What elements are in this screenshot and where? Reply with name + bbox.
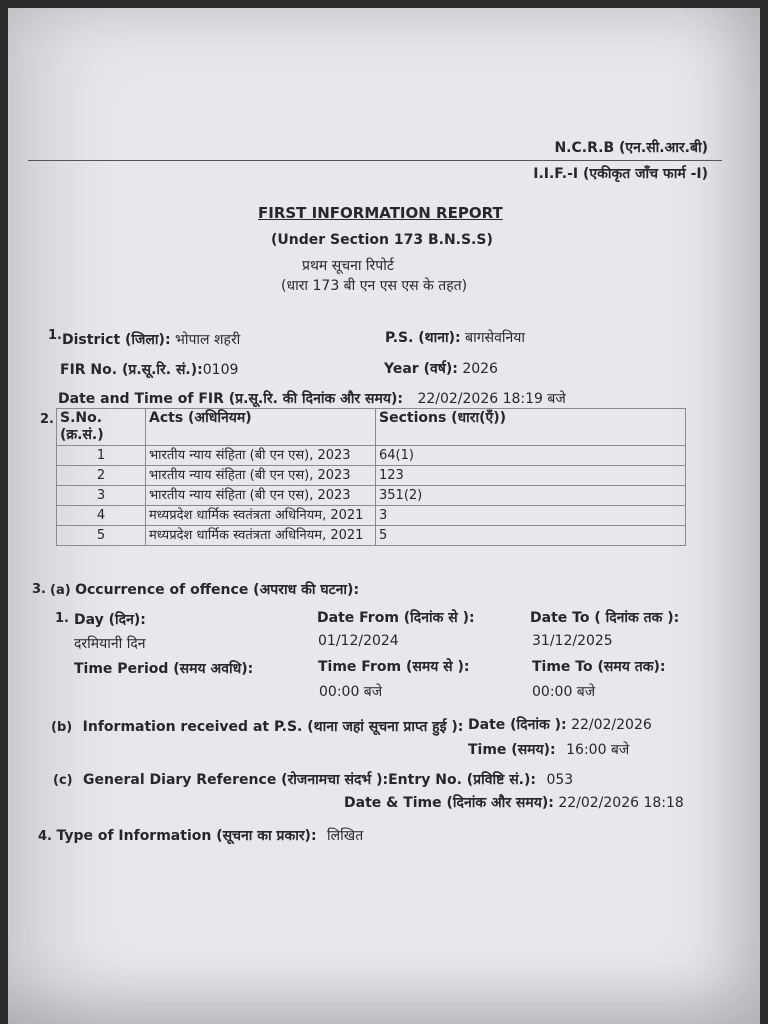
district-value: भोपाल शहरी	[175, 332, 241, 348]
info-received-label: Information received at P.S. (थाना जहां सूचना प्राप्त हुई ):	[82, 719, 464, 735]
general-diary-row	[53, 770, 573, 789]
occurrence-label: Occurrence of offence (अपराध की घटना):	[75, 582, 360, 598]
row-sno: 3	[57, 486, 146, 506]
info-received-date-label: Date (दिनांक ):	[468, 717, 567, 733]
date-from-label: Date From (दिनांक से ):	[317, 610, 475, 626]
fir-value: 0109	[202, 362, 239, 378]
row-section: 351(2)	[376, 486, 686, 506]
title-hindi-under: (धारा 173 बी एन एस एस के तहत)	[281, 278, 468, 294]
general-diary-prefix: (c)	[53, 773, 73, 788]
row-sno: 5	[57, 526, 146, 546]
info-received-time-row	[468, 740, 629, 759]
info-received-prefix: (b)	[51, 720, 73, 735]
info-received-row	[51, 717, 463, 736]
ps-value: बागसेवनिया	[465, 330, 526, 346]
year-row	[384, 359, 498, 378]
row-act: मध्यप्रदेश धार्मिक स्वतंत्रता अधिनियम, 2021	[146, 506, 376, 526]
header-divider	[28, 160, 722, 161]
general-diary-datetime-value: 22/02/2026 18:18	[558, 795, 684, 811]
entry-number-label: Entry No. (प्रविष्टि सं.):	[388, 772, 536, 788]
information-type-row	[38, 826, 363, 845]
time-period-label: Time Period (समय अवधि):	[74, 661, 254, 677]
section-2-number: 2.	[40, 412, 54, 427]
info-received-time-label: Time (समय):	[468, 742, 556, 758]
ps-label: P.S. (थाना):	[385, 330, 461, 346]
section-4-number: 4.	[38, 829, 52, 844]
table-row	[57, 526, 686, 546]
info-received-date-row	[468, 715, 652, 734]
row-sno: 1	[57, 446, 146, 466]
fir-number-row	[60, 360, 238, 379]
row-section: 123	[376, 466, 686, 486]
time-from-value: 00:00 बजे	[319, 684, 383, 700]
ncrb-label: N.C.R.B (एन.सी.आर.बी)	[554, 140, 708, 156]
district-row	[62, 330, 240, 349]
police-station-row	[385, 328, 525, 347]
row-act: भारतीय न्याय संहिता (बी एन एस), 2023	[146, 486, 376, 506]
time-to-value: 00:00 बजे	[532, 684, 596, 700]
time-to-label: Time To (समय तक):	[532, 659, 666, 675]
table-row	[57, 486, 686, 506]
general-diary-label: General Diary Reference (रोजनामचा संदर्भ ):	[83, 772, 389, 788]
entry-number-value: 053	[546, 772, 574, 788]
row-section: 3	[376, 506, 686, 526]
section-1-number: 1.	[48, 328, 62, 343]
title-under-section: (Under Section 173 B.N.S.S)	[271, 232, 493, 248]
time-from-label: Time From (समय से ):	[318, 659, 470, 675]
date-to-label: Date To ( दिनांक तक ):	[530, 610, 680, 626]
fir-document-page	[8, 8, 760, 1024]
acts-sections-table	[56, 408, 686, 546]
row-sno: 4	[57, 506, 146, 526]
occurrence-item-number: 1.	[55, 611, 69, 626]
fir-datetime-value: 22/02/2026 18:19 बजे	[417, 391, 566, 407]
occurrence-prefix: (a)	[50, 583, 71, 598]
iif-label: I.I.F.-I (एकीकृत जाँच फार्म -I)	[533, 166, 708, 182]
table-header-row	[57, 409, 686, 446]
year-label: Year (वर्ष):	[384, 361, 458, 377]
row-section: 5	[376, 526, 686, 546]
acts-header: Acts (अधिनियम)	[146, 409, 376, 446]
information-type-label: Type of Information (सूचना का प्रकार):	[56, 828, 317, 844]
table-row	[57, 506, 686, 526]
info-received-time-value: 16:00 बजे	[566, 742, 630, 758]
document-title: FIRST INFORMATION REPORT	[258, 204, 503, 222]
fir-datetime-label: Date and Time of FIR (प्र.सू.रि. की दिनांक और समय):	[58, 391, 403, 407]
district-label: District (जिला):	[62, 332, 171, 348]
date-from-value: 01/12/2024	[318, 633, 399, 649]
day-value: दरमियानी दिन	[74, 636, 146, 652]
date-to-value: 31/12/2025	[532, 633, 613, 649]
occurrence-heading	[50, 580, 359, 599]
fir-label: FIR No. (प्र.सू.रि. सं.):	[60, 362, 203, 378]
sno-header: S.No. (क्र.सं.)	[57, 409, 146, 446]
year-value: 2026	[462, 361, 498, 377]
table-row	[57, 446, 686, 466]
row-act: भारतीय न्याय संहिता (बी एन एस), 2023	[146, 466, 376, 486]
info-received-date-value: 22/02/2026	[571, 717, 652, 733]
information-type-value: लिखित	[327, 828, 364, 844]
row-section: 64(1)	[376, 446, 686, 466]
table-row	[57, 466, 686, 486]
row-act: भारतीय न्याय संहिता (बी एन एस), 2023	[146, 446, 376, 466]
row-sno: 2	[57, 466, 146, 486]
section-3-number: 3.	[32, 582, 46, 597]
general-diary-datetime-label: Date & Time (दिनांक और समय):	[344, 795, 554, 811]
fir-datetime-row	[58, 389, 566, 408]
general-diary-datetime-row	[344, 793, 684, 812]
row-act: मध्यप्रदेश धार्मिक स्वतंत्रता अधिनियम, 2021	[146, 526, 376, 546]
day-label: Day (दिन):	[74, 612, 146, 628]
title-hindi: प्रथम सूचना रिपोर्ट	[302, 258, 394, 274]
sections-header: Sections (धारा(एँ))	[376, 409, 686, 446]
